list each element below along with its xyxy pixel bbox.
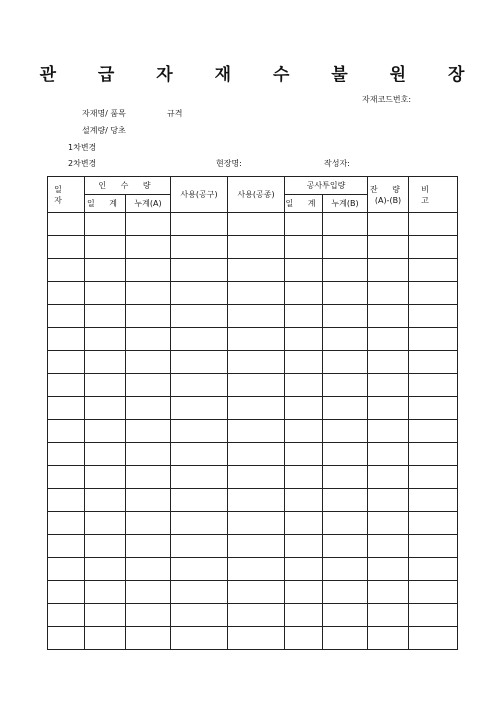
table-row: [48, 305, 458, 328]
table-cell[interactable]: [228, 489, 285, 512]
table-cell[interactable]: [368, 420, 409, 443]
table-cell[interactable]: [368, 512, 409, 535]
table-cell[interactable]: [48, 535, 85, 558]
table-cell[interactable]: [368, 328, 409, 351]
table-cell[interactable]: [323, 627, 368, 650]
table-cell[interactable]: [228, 420, 285, 443]
table-cell[interactable]: [171, 604, 228, 627]
remaining-label: 잔 량: [370, 184, 407, 194]
table-row: [48, 282, 458, 305]
table-cell[interactable]: [85, 489, 126, 512]
table-row: [48, 466, 458, 489]
table-cell[interactable]: [228, 282, 285, 305]
table-cell[interactable]: [409, 466, 458, 489]
table-cell[interactable]: [368, 259, 409, 282]
received-total-header: 누계(A): [126, 195, 171, 213]
table-cell[interactable]: [171, 213, 228, 236]
table-cell[interactable]: [126, 466, 171, 489]
table-cell[interactable]: [368, 351, 409, 374]
table-cell[interactable]: [368, 581, 409, 604]
table-cell[interactable]: [285, 627, 323, 650]
table-cell[interactable]: [85, 558, 126, 581]
table-cell[interactable]: [85, 213, 126, 236]
table-cell[interactable]: [126, 213, 171, 236]
table-cell[interactable]: [409, 535, 458, 558]
table-cell[interactable]: [285, 282, 323, 305]
table-cell[interactable]: [409, 443, 458, 466]
material-name-label: 자재명/ 품목: [82, 109, 126, 118]
table-cell[interactable]: [85, 351, 126, 374]
table-cell[interactable]: [409, 420, 458, 443]
table-cell[interactable]: [368, 236, 409, 259]
table-cell[interactable]: [171, 420, 228, 443]
table-cell[interactable]: [171, 466, 228, 489]
table-cell[interactable]: [48, 627, 85, 650]
table-cell[interactable]: [368, 443, 409, 466]
table-cell[interactable]: [126, 558, 171, 581]
spec-label: 규격: [167, 109, 183, 118]
table-cell[interactable]: [228, 259, 285, 282]
table-cell[interactable]: [48, 236, 85, 259]
date-header: 일 자: [48, 177, 85, 213]
table-cell[interactable]: [368, 535, 409, 558]
table-cell[interactable]: [228, 443, 285, 466]
table-cell[interactable]: [228, 351, 285, 374]
table-cell[interactable]: [85, 305, 126, 328]
table-cell[interactable]: [171, 305, 228, 328]
table-cell[interactable]: [409, 558, 458, 581]
table-row: [48, 397, 458, 420]
table-cell[interactable]: [285, 443, 323, 466]
table-cell[interactable]: [126, 259, 171, 282]
table-row: [48, 374, 458, 397]
table-cell[interactable]: [126, 236, 171, 259]
table-cell[interactable]: [171, 535, 228, 558]
table-cell[interactable]: [228, 374, 285, 397]
table-cell[interactable]: [228, 512, 285, 535]
table-cell[interactable]: [323, 282, 368, 305]
table-cell[interactable]: [171, 443, 228, 466]
page-title: 관 급 자 재 수 불 원 장: [39, 65, 483, 85]
table-cell[interactable]: [368, 627, 409, 650]
table-cell[interactable]: [409, 512, 458, 535]
table-cell[interactable]: [409, 259, 458, 282]
table-cell[interactable]: [285, 489, 323, 512]
table-cell[interactable]: [285, 213, 323, 236]
table-cell[interactable]: [85, 397, 126, 420]
table-cell[interactable]: [85, 236, 126, 259]
table-cell[interactable]: [85, 420, 126, 443]
table-cell[interactable]: [368, 466, 409, 489]
table-cell[interactable]: [409, 397, 458, 420]
table-row: [48, 558, 458, 581]
table-cell[interactable]: [323, 420, 368, 443]
table-row: [48, 512, 458, 535]
table-cell[interactable]: [409, 305, 458, 328]
construction-total-header: 누계(B): [323, 195, 368, 213]
table-cell[interactable]: [48, 282, 85, 305]
table-cell[interactable]: [368, 397, 409, 420]
table-cell[interactable]: [85, 259, 126, 282]
table-cell[interactable]: [126, 351, 171, 374]
table-cell[interactable]: [48, 374, 85, 397]
site-name-label: 현장명:: [216, 159, 242, 168]
remaining-formula: (A)-(B): [374, 195, 402, 205]
material-code-label: 자재코드번호:: [362, 95, 412, 104]
table-cell[interactable]: [126, 328, 171, 351]
table-cell[interactable]: [126, 604, 171, 627]
table-cell[interactable]: [228, 604, 285, 627]
table-row: [48, 581, 458, 604]
table-cell[interactable]: [285, 535, 323, 558]
table-cell[interactable]: [323, 466, 368, 489]
table-cell[interactable]: [285, 604, 323, 627]
table-cell[interactable]: [285, 420, 323, 443]
table-cell[interactable]: [368, 604, 409, 627]
table-cell[interactable]: [323, 489, 368, 512]
table-cell[interactable]: [285, 374, 323, 397]
table-cell[interactable]: [228, 305, 285, 328]
table-cell[interactable]: [285, 328, 323, 351]
table-cell[interactable]: [126, 305, 171, 328]
remarks-header: 비 고: [409, 177, 458, 213]
table-cell[interactable]: [171, 259, 228, 282]
table-cell[interactable]: [323, 535, 368, 558]
table-cell[interactable]: [48, 420, 85, 443]
table-cell[interactable]: [48, 558, 85, 581]
table-cell[interactable]: [228, 535, 285, 558]
table-cell[interactable]: [126, 489, 171, 512]
ledger-body: [48, 213, 458, 650]
table-cell[interactable]: [48, 489, 85, 512]
table-cell[interactable]: [228, 466, 285, 489]
table-cell[interactable]: [228, 627, 285, 650]
table-cell[interactable]: [323, 558, 368, 581]
table-row: [48, 351, 458, 374]
table-cell[interactable]: [126, 535, 171, 558]
table-row: [48, 535, 458, 558]
second-change-label: 2차변경: [68, 159, 97, 168]
table-cell[interactable]: [323, 351, 368, 374]
table-cell[interactable]: [85, 604, 126, 627]
table-cell[interactable]: [48, 328, 85, 351]
writer-label: 작성자:: [324, 159, 350, 168]
table-cell[interactable]: [85, 581, 126, 604]
table-cell[interactable]: [48, 259, 85, 282]
table-cell[interactable]: [48, 305, 85, 328]
table-cell[interactable]: [368, 305, 409, 328]
table-cell[interactable]: [409, 351, 458, 374]
table-cell[interactable]: [409, 213, 458, 236]
table-cell[interactable]: [171, 558, 228, 581]
table-cell[interactable]: [409, 489, 458, 512]
ledger-table: [47, 176, 458, 650]
table-cell[interactable]: [126, 512, 171, 535]
table-cell[interactable]: [285, 259, 323, 282]
design-quantity-label: 설계량/ 당초: [82, 126, 126, 135]
table-cell[interactable]: [323, 236, 368, 259]
table-cell[interactable]: [323, 604, 368, 627]
table-cell[interactable]: [323, 397, 368, 420]
table-cell[interactable]: [409, 374, 458, 397]
table-cell[interactable]: [323, 328, 368, 351]
table-cell[interactable]: [368, 558, 409, 581]
table-cell[interactable]: [126, 443, 171, 466]
table-cell[interactable]: [368, 282, 409, 305]
table-cell[interactable]: [228, 397, 285, 420]
table-cell[interactable]: [48, 512, 85, 535]
table-row: [48, 420, 458, 443]
table-cell[interactable]: [126, 627, 171, 650]
table-cell[interactable]: [126, 374, 171, 397]
remaining-header: [368, 177, 409, 213]
table-cell[interactable]: [323, 512, 368, 535]
table-cell[interactable]: [85, 374, 126, 397]
table-cell[interactable]: [368, 213, 409, 236]
use-work-header: 사용(공종): [228, 177, 285, 213]
table-cell[interactable]: [85, 466, 126, 489]
table-cell[interactable]: [285, 397, 323, 420]
table-cell[interactable]: [171, 489, 228, 512]
table-cell[interactable]: [126, 397, 171, 420]
table-row: [48, 259, 458, 282]
table-cell[interactable]: [171, 328, 228, 351]
table-cell[interactable]: [171, 512, 228, 535]
table-cell[interactable]: [171, 374, 228, 397]
table-cell[interactable]: [85, 535, 126, 558]
table-cell[interactable]: [285, 236, 323, 259]
table-cell[interactable]: [48, 604, 85, 627]
table-cell[interactable]: [409, 282, 458, 305]
table-row: [48, 328, 458, 351]
table-cell[interactable]: [171, 627, 228, 650]
first-change-label: 1차변경: [68, 143, 97, 152]
table-cell[interactable]: [48, 443, 85, 466]
table-cell[interactable]: [85, 627, 126, 650]
table-cell[interactable]: [409, 236, 458, 259]
table-cell[interactable]: [171, 351, 228, 374]
table-cell[interactable]: [126, 420, 171, 443]
table-row: [48, 604, 458, 627]
table-cell[interactable]: [323, 443, 368, 466]
table-cell[interactable]: [85, 443, 126, 466]
table-cell[interactable]: [368, 374, 409, 397]
table-cell[interactable]: [171, 397, 228, 420]
table-cell[interactable]: [228, 213, 285, 236]
table-cell[interactable]: [323, 374, 368, 397]
table-cell[interactable]: [171, 581, 228, 604]
table-cell[interactable]: [171, 236, 228, 259]
table-row: [48, 443, 458, 466]
table-cell[interactable]: [409, 627, 458, 650]
table-cell[interactable]: [126, 581, 171, 604]
table-cell[interactable]: [323, 259, 368, 282]
table-cell[interactable]: [85, 512, 126, 535]
table-cell[interactable]: [228, 328, 285, 351]
table-cell[interactable]: [48, 466, 85, 489]
table-cell[interactable]: [171, 282, 228, 305]
table-cell[interactable]: [48, 351, 85, 374]
table-cell[interactable]: [228, 581, 285, 604]
table-cell[interactable]: [48, 397, 85, 420]
table-cell[interactable]: [368, 489, 409, 512]
table-cell[interactable]: [409, 328, 458, 351]
table-cell[interactable]: [323, 213, 368, 236]
construction-header: 공사투입량: [285, 177, 368, 195]
table-cell[interactable]: [228, 236, 285, 259]
table-cell[interactable]: [85, 328, 126, 351]
use-tools-header: 사용(공구): [171, 177, 228, 213]
table-cell[interactable]: [48, 581, 85, 604]
table-cell[interactable]: [285, 466, 323, 489]
table-row: [48, 627, 458, 650]
table-row: [48, 236, 458, 259]
received-daily-header: 일 계: [85, 195, 126, 213]
table-cell[interactable]: [285, 351, 323, 374]
table-cell[interactable]: [285, 512, 323, 535]
construction-daily-header: 일 계: [285, 195, 323, 213]
table-row: [48, 213, 458, 236]
table-cell[interactable]: [48, 213, 85, 236]
table-cell[interactable]: [126, 282, 171, 305]
table-cell[interactable]: [409, 581, 458, 604]
table-cell[interactable]: [323, 581, 368, 604]
table-cell[interactable]: [285, 558, 323, 581]
table-cell[interactable]: [228, 558, 285, 581]
table-cell[interactable]: [285, 581, 323, 604]
received-header: 인 수 량: [85, 177, 171, 195]
table-row: [48, 489, 458, 512]
table-cell[interactable]: [285, 305, 323, 328]
table-cell[interactable]: [323, 305, 368, 328]
table-cell[interactable]: [409, 604, 458, 627]
table-cell[interactable]: [85, 282, 126, 305]
